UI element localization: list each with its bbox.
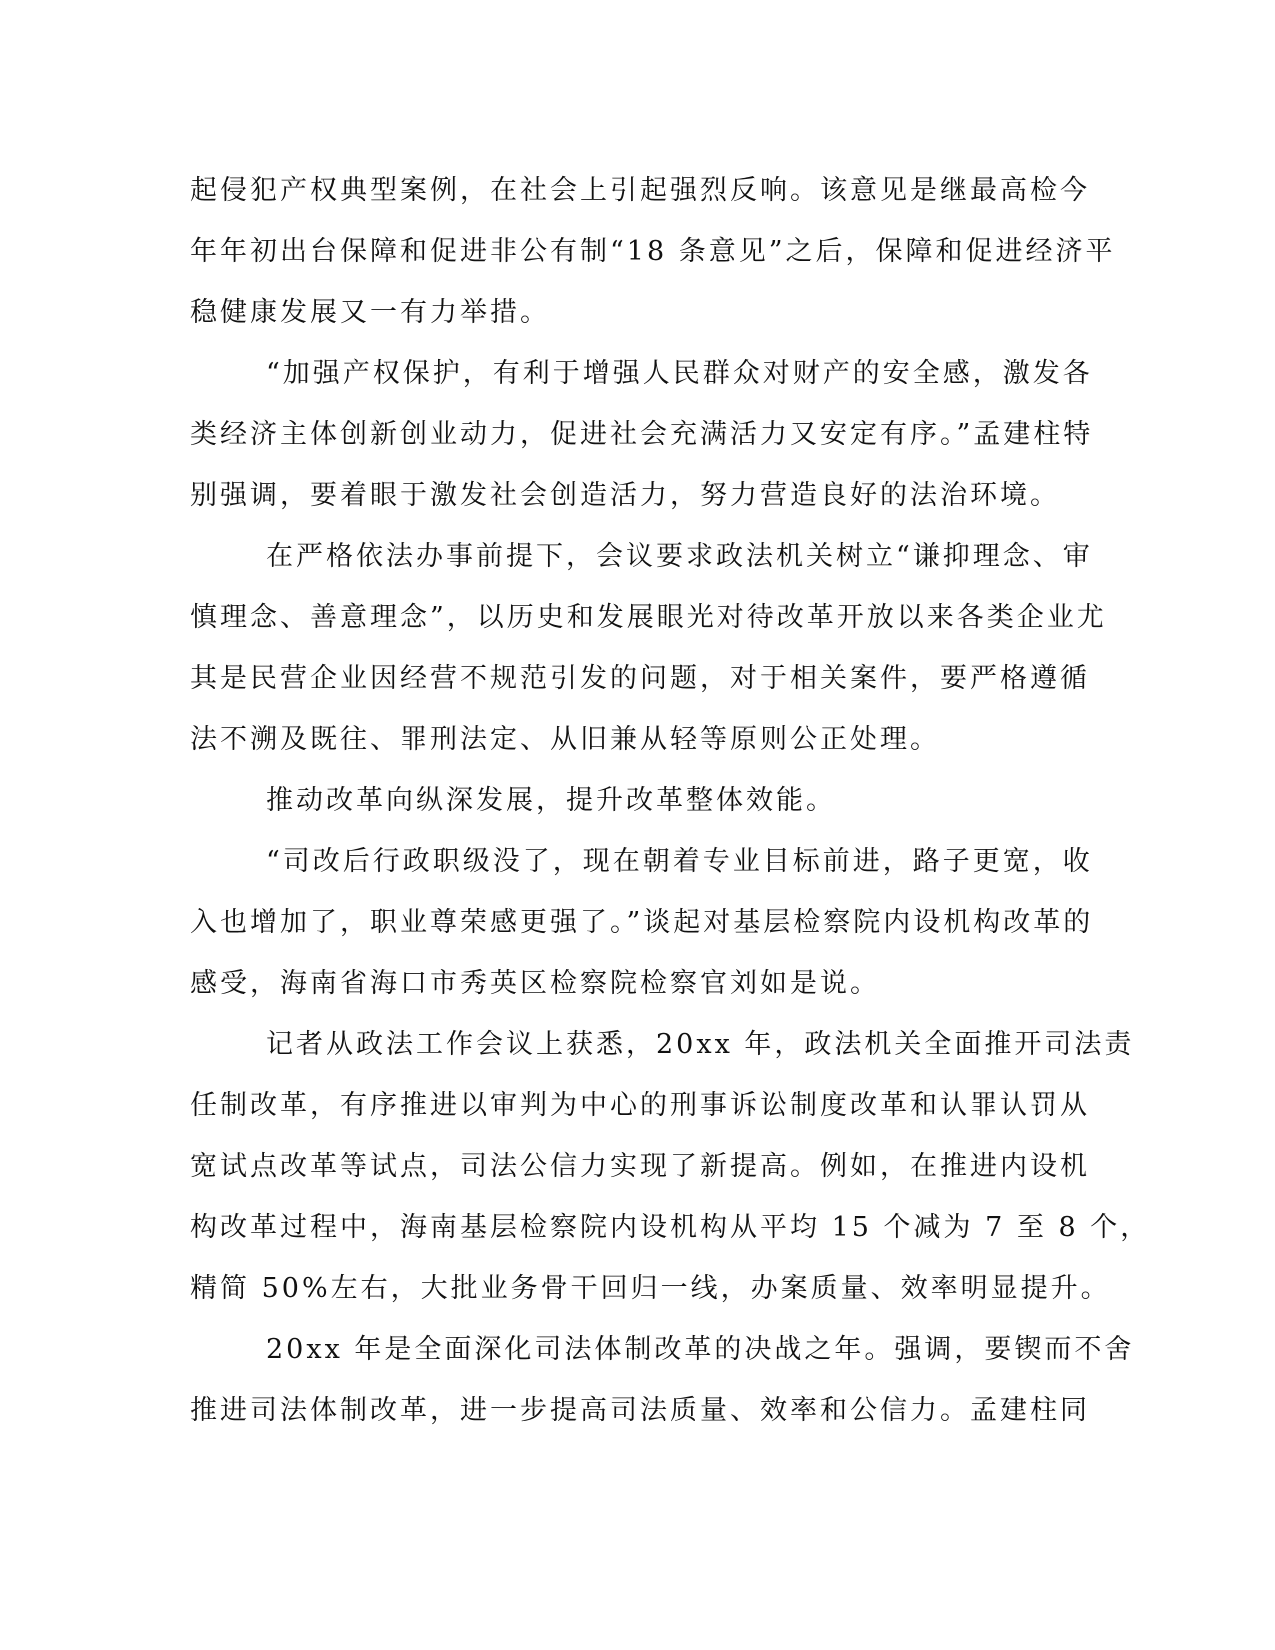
text-line: 宽试点改革等试点，司法公信力实现了新提高。例如，在推进内设机: [190, 1151, 1090, 1182]
paragraph-start-line: 推动改革向纵深发展，提升改革整体效能。: [266, 785, 836, 816]
paragraph-start-line: 记者从政法工作会议上获悉，20xx 年，政法机关全面推开司法责: [266, 1029, 1135, 1060]
text-line: 法不溯及既往、罪刑法定、从旧兼从轻等原则公正处理。: [190, 724, 940, 755]
paragraph-start-line: 20xx 年是全面深化司法体制改革的决战之年。强调，要锲而不舍: [266, 1334, 1135, 1365]
text-line: 任制改革，有序推进以审判为中心的刑事诉讼制度改革和认罪认罚从: [190, 1090, 1090, 1121]
body-text: [190, 160, 1151, 1441]
text-line: 别强调，要着眼于激发社会创造活力，努力营造良好的法治环境。: [190, 480, 1060, 511]
text-line: 类经济主体创新创业动力，促进社会充满活力又安定有序。”孟建柱特: [190, 419, 1094, 450]
text-line: 构改革过程中，海南基层检察院内设机构从平均 15 个减为 7 至 8 个，: [190, 1212, 1151, 1243]
text-line: 起侵犯产权典型案例，在社会上引起强烈反响。该意见是继最高检今: [190, 175, 1090, 206]
paragraph-start-line: “加强产权保护，有利于增强人民群众对财产的安全感，激发各: [266, 358, 1093, 389]
text-line: 慎理念、善意理念”，以历史和发展眼光对待改革开放以来各类企业尤: [190, 602, 1107, 633]
text-line: 其是民营企业因经营不规范引发的问题，对于相关案件，要严格遵循: [190, 663, 1090, 694]
text-line: 精简 50%左右，大批业务骨干回归一线，办案质量、效率明显提升。: [190, 1273, 1111, 1304]
text-line: 稳健康发展又一有力举措。: [190, 297, 550, 328]
text-line: 感受，海南省海口市秀英区检察院检察官刘如是说。: [190, 968, 880, 999]
text-line: 入也增加了，职业尊荣感更强了。”谈起对基层检察院内设机构改革的: [190, 907, 1094, 938]
text-line: 推进司法体制改革，进一步提高司法质量、效率和公信力。孟建柱同: [190, 1395, 1090, 1426]
text-line: 年年初出台保障和促进非公有制“18 条意见”之后，保障和促进经济平: [190, 236, 1116, 267]
paragraph-start-line: 在严格依法办事前提下，会议要求政法机关树立“谦抑理念、审: [266, 541, 1093, 572]
paragraph-start-line: “司改后行政职级没了，现在朝着专业目标前进，路子更宽，收: [266, 846, 1093, 877]
